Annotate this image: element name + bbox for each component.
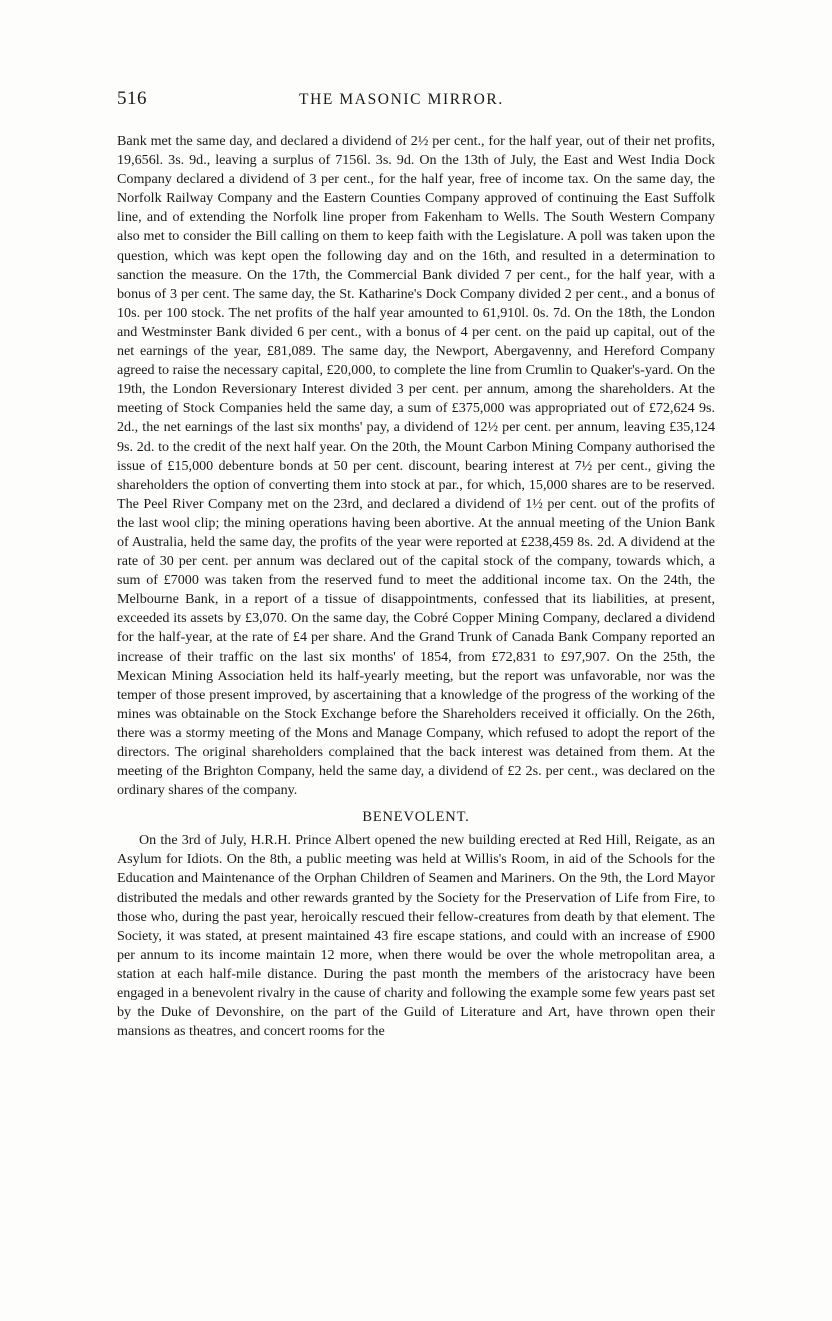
running-title: THE MASONIC MIRROR. xyxy=(299,91,504,108)
page-number: 516 xyxy=(117,88,147,109)
article-paragraph: Bank met the same day, and declared a dividend of 2½ per cent., for the half year, out of their net profits, 19,656l. 3s. 9d., leaving a surplus of 7156l. 3s. 9d. On the 13th of July, the East and West India Dock Company declared a dividend of 3 per cent., for the half year, free of income tax. On the same day, the Norfolk Railway Company and the Eastern Counties Company approved of continuing the East Suffolk line, and of extending the Norfolk line proper from Fakenham to Wells. The South Western Company also met to consider the Bill calling on them to keep faith with the Legislature. A poll was taken upon the question, which was kept open the following day and on the 16th, and resulted in a determination to sanction the measure. On the 17th, the Commercial Bank divided 7 per cent., for the half year, with a bonus of 3 per cent. The same day, the St. Katharine's Dock Company divided 2 per cent., and a bonus of 10s. per 100 stock. The net profits of the half year amounted to 61,910l. 0s. 7d. On the 18th, the London and Westminster Bank divided 6 per cent., with a bonus of 4 per cent. on the paid up capital, out of the net earnings of the year, £81,089. The same day, the Newport, Abergavenny, and Hereford Company agreed to raise the necessary capital, £20,000, to complete the line from Crumlin to Quaker's-yard. On the 19th, the London Reversionary Interest divided 3 per cent. per annum, among the shareholders. At the meeting of Stock Companies held the same day, a sum of £375,000 was appropriated out of £72,624 9s. 2d., the net earnings of the last six months' pay, a dividend of 12½ per cent. per annum, leaving £35,124 9s. 2d. to the credit of the next half year. On the 20th, the Mount Carbon Mining Company authorised the issue of £15,000 debenture bonds at 50 per cent. discount, bearing interest at 7½ per cent., giving the shareholders the option of converting them into stock at par., for which, 15,000 shares are to be reserved. The Peel River Company met on the 23rd, and declared a dividend of 1½ per cent. out of the profits of the last wool clip; the mining operations having been abortive. At the annual meeting of the Union Bank of Australia, held the same day, the profits of the year were reported at £238,459 8s. 2d. A dividend at the rate of 30 per cent. per annum was declared out of the capital stock of the company, towards which, a sum of £7000 was taken from the reserved fund to meet the additional income tax. On the 24th, the Melbourne Bank, in a report of a tissue of disappointments, confessed that its liabilities, at present, exceeded its assets by £3,070. On the same day, the Cobré Copper Mining Company, declared a dividend for the half-year, at the rate of £4 per share. And the Grand Trunk of Canada Bank Company reported an increase of their traffic on the last six months' of 1854, from £72,831 to £97,907. On the 25th, the Mexican Mining Association held its half-yearly meeting, but the report was unfavorable, nor was the temper of those present improved, by ascertaining that a knowledge of the progress of the working of the mines was obtainable on the Stock Exchange before the Shareholders received it officially. On the 26th, there was a stormy meeting of the Mons and Manage Company, which refused to adopt the report of the directors. The original shareholders complained that the back interest was detained from them. At the meeting of the Brighton Company, held the same day, a dividend of £2 2s. per cent., was declared on the ordinary shares of the company. xyxy=(117,133,715,799)
section-heading: BENEVOLENT. xyxy=(362,809,470,826)
article-body xyxy=(117,132,715,1041)
article-paragraph: On the 3rd of July, H.R.H. Prince Albert opened the new building erected at Red Hill, Reigate, as an Asylum for Idiots. On the 8th, a public meeting was held at Willis's Room, in aid of the Schools for the Education and Maintenance of the Orphan Children of Seamen and Mariners. On the 9th, the Lord Mayor distributed the medals and other rewards granted by the Society for the Preservation of Life from Fire, to those who, during the past year, heroically rescued their fellow-creatures from death by that element. The Society, it was stated, at present maintained 43 fire escape stations, and could with an increase of £900 per annum to its income maintain 12 more, when there would be over the whole metropolitan area, a station at each half-mile distance. During the past month the members of the aristocracy have been engaged in a benevolent rivalry in the cause of charity and following the example some few years past set by the Duke of Devonshire, on the part of the Guild of Literature and Art, have thrown open their mansions as theatres, and concert rooms for the xyxy=(117,832,715,1040)
page-header xyxy=(117,88,715,116)
